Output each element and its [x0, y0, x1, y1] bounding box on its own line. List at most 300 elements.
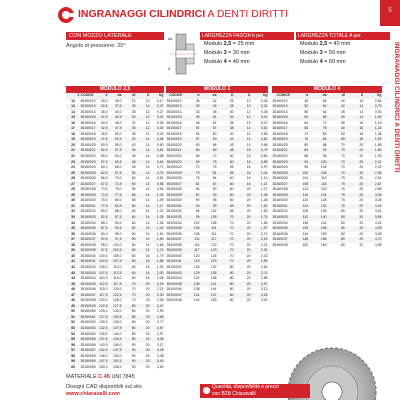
- table-cell: 35150031: [80, 203, 96, 208]
- material-norm: UNI 7845: [111, 374, 135, 380]
- table-cell: 20: [359, 231, 364, 236]
- table-cell: 136: [320, 209, 327, 214]
- table-cell: 35150034: [80, 220, 96, 225]
- table-cell: 70: [131, 287, 136, 292]
- table-cell: 92: [290, 160, 308, 166]
- table-cell: 15: [66, 115, 80, 121]
- table-cell: 40,0: [114, 109, 122, 114]
- table-cell: 35: [66, 226, 80, 232]
- table-cell: 1,68: [374, 142, 382, 147]
- module-word: Modulo: [204, 50, 223, 56]
- table-cell: 40: [122, 137, 136, 143]
- table-cell: 2,07: [260, 231, 268, 236]
- table-cell: 20: [145, 353, 150, 358]
- table-cell: 12: [246, 109, 251, 114]
- table-cell: 35160016: [272, 120, 288, 125]
- table-cell: 56: [71, 342, 75, 347]
- table-cell: 20: [234, 248, 251, 254]
- table-cell: 112: [321, 176, 327, 181]
- table-cell: 20: [345, 237, 363, 243]
- table-cell: 111: [183, 237, 200, 243]
- module-number: 4: [223, 59, 227, 65]
- table-cell: 35150060: [80, 364, 96, 369]
- table-cell: 3,17: [156, 342, 164, 347]
- table-cell: 51: [200, 115, 217, 121]
- table-cell: 152,5: [108, 359, 122, 365]
- table-cell: 35160025: [272, 171, 290, 177]
- table-cell: 80: [131, 309, 136, 314]
- table-cell: 35160030: [272, 198, 288, 203]
- table-cell: 35160026: [272, 176, 288, 181]
- table-cell: 80: [131, 320, 136, 325]
- table-cell: 23: [66, 160, 80, 166]
- table-cell: 14: [136, 193, 150, 199]
- table-cell: 122,5: [108, 293, 122, 299]
- table-cell: 35100020: [166, 142, 182, 147]
- table-cell: 60: [131, 253, 136, 258]
- table-cell: 35150019: [80, 137, 96, 142]
- table-cell: 35160033: [272, 215, 290, 221]
- table-cell: 35: [229, 120, 234, 125]
- table-cell: 92,5: [108, 226, 122, 232]
- table-cell: 0,39: [150, 126, 164, 132]
- table-cell: 55,0: [100, 154, 108, 159]
- table-cell: 105,0: [113, 253, 122, 258]
- table-cell: 42: [327, 104, 345, 110]
- table-cell: 90: [131, 364, 136, 369]
- table-cell: 20: [234, 193, 251, 199]
- table-cell: 1,92: [156, 264, 164, 269]
- table-cell: 16: [234, 160, 251, 166]
- table-cell: 1,27: [260, 187, 268, 192]
- table-cell: 70: [217, 248, 234, 254]
- table-cell: 80: [122, 337, 136, 343]
- table-cell: 102,5: [94, 259, 108, 265]
- table-cell: 55: [217, 171, 234, 177]
- table-cell: 35100034: [166, 220, 182, 225]
- table-cell: 150: [210, 298, 217, 303]
- table-cell: 62,5: [108, 160, 122, 166]
- table-cell: 102,5: [108, 248, 122, 254]
- table-cell: 80: [341, 231, 345, 236]
- table-cell: 3,28: [150, 348, 164, 354]
- table-cell: 2,64: [260, 264, 268, 269]
- table-cell: 48: [212, 109, 217, 114]
- table-cell: 2,15: [251, 237, 268, 243]
- table-cell: 3,85: [364, 215, 382, 221]
- table-cell: 70,0: [114, 176, 122, 181]
- table-cell: 35150018: [80, 131, 96, 136]
- width-value: = 40 mm: [328, 41, 351, 47]
- column-header: d: [183, 93, 200, 99]
- table-cell: 80: [131, 331, 136, 336]
- table-cell: 112,5: [94, 282, 108, 288]
- table-cell: 1,62: [260, 209, 268, 214]
- table-cell: 55: [229, 165, 234, 170]
- table-cell: 87: [200, 182, 217, 188]
- column-header: Kg: [251, 93, 268, 99]
- table-cell: 0,84: [260, 154, 268, 159]
- table-cell: 3,42: [364, 204, 382, 210]
- table-cell: 12: [136, 115, 150, 121]
- table-cell: 140: [290, 226, 308, 232]
- table-cell: 3,12: [260, 287, 268, 292]
- table-cell: 10: [145, 98, 150, 103]
- table-cell: 31: [66, 204, 80, 210]
- table-cell: 60: [217, 193, 234, 199]
- table-cell: 64: [322, 109, 327, 114]
- table-cell: 25: [229, 98, 234, 103]
- face-width-box: [200, 32, 294, 67]
- table-cell: 35150048: [80, 298, 96, 303]
- table-cell: 35150027: [80, 181, 96, 186]
- column-header: d: [290, 93, 308, 99]
- table-cell: 35100046: [166, 287, 182, 292]
- table-cell: 82,5: [94, 215, 108, 221]
- table-cell: 20: [246, 187, 251, 192]
- table-cell: 100,0: [113, 242, 122, 247]
- table-cell: 60: [341, 131, 345, 136]
- table-cell: 70: [229, 231, 234, 236]
- table-cell: 42: [217, 137, 234, 143]
- table-cell: 16: [145, 264, 150, 269]
- table-cell: 14: [136, 226, 150, 232]
- table-cell: 120: [210, 242, 217, 247]
- table-cell: 84: [212, 176, 217, 181]
- table-cell: 14: [136, 148, 150, 154]
- table-cell: 45,0: [100, 131, 108, 136]
- table-cell: 35150053: [80, 325, 96, 330]
- table-cell: 35100038: [166, 242, 182, 247]
- table-cell: 20: [246, 231, 251, 236]
- table-row: [66, 115, 164, 121]
- table-cell: 95,0: [100, 242, 108, 247]
- table-cell: 32: [217, 115, 234, 121]
- table-cell: 41: [66, 259, 80, 265]
- table-cell: 35150023: [80, 159, 96, 164]
- table-cell: 70,0: [100, 187, 108, 192]
- table-cell: 36: [195, 98, 200, 103]
- svg-text:d: d: [168, 66, 171, 71]
- table-cell: 18: [71, 131, 75, 136]
- column-header: Kg: [150, 93, 164, 99]
- table-cell: 12: [246, 98, 251, 103]
- page-number: 5: [380, 0, 400, 26]
- table-cell: 90: [122, 348, 136, 354]
- table-cell: 0,17: [156, 98, 164, 103]
- table-cell: 115,0: [99, 287, 108, 292]
- table-cell: 80: [229, 287, 234, 292]
- table-cell: 35150037: [80, 237, 96, 242]
- table-cell: 99: [200, 204, 217, 210]
- table-cell: 72: [304, 131, 309, 136]
- table-cell: 85,0: [100, 220, 108, 225]
- table-cell: 16: [145, 253, 150, 258]
- table-cell: 2,15: [150, 282, 164, 288]
- table-cell: 35100036: [166, 231, 182, 236]
- table-cell: 100: [290, 171, 308, 177]
- table-cell: 20: [136, 348, 150, 354]
- table-cell: 60: [131, 242, 136, 247]
- table-cell: 4,25: [364, 226, 382, 232]
- table-cell: 0,32: [251, 104, 268, 110]
- table-cell: 45: [200, 104, 217, 110]
- column-header: CODICE: [80, 93, 94, 97]
- table-cell: 0,94: [156, 187, 164, 192]
- table-cell: 108: [193, 231, 200, 236]
- table-cell: 63: [183, 148, 200, 154]
- table-cell: 35100014: [166, 109, 182, 114]
- table-cell: 2,00: [150, 271, 164, 277]
- table-cell: 148: [290, 237, 308, 243]
- table-cell: 70: [327, 148, 345, 154]
- table-row: [66, 287, 164, 293]
- table-cell: 135: [183, 282, 200, 288]
- table-cell: 14: [234, 137, 251, 143]
- table-cell: 26: [71, 176, 75, 181]
- table-cell: 3,49: [150, 359, 164, 365]
- table-cell: 88: [304, 154, 309, 159]
- table-cell: 35150044: [80, 276, 96, 281]
- table-cell: 87,5: [94, 226, 108, 232]
- table-cell: 137,5: [108, 326, 122, 332]
- table-cell: 39: [66, 248, 80, 254]
- table-cell: 102: [210, 209, 217, 214]
- table-cell: 114: [211, 231, 217, 236]
- table-cell: 40: [229, 131, 234, 136]
- module-3-table: [166, 86, 268, 304]
- table-cell: 14: [136, 160, 150, 166]
- table-cell: 35100029: [166, 192, 182, 197]
- table-cell: 129: [183, 271, 200, 277]
- table-cell: 20: [136, 315, 150, 321]
- table-cell: 52,5: [94, 148, 108, 154]
- table-cell: 28: [217, 104, 234, 110]
- table-cell: 35100012: [166, 98, 182, 103]
- table-cell: 45: [131, 154, 136, 159]
- table-cell: 117: [183, 248, 200, 254]
- table-cell: 17: [66, 126, 80, 132]
- table-cell: 55: [122, 193, 136, 199]
- table-cell: 92: [309, 148, 327, 154]
- table-cell: 2,22: [374, 165, 382, 170]
- table-cell: 20: [234, 215, 251, 221]
- module-word: Modulo: [204, 59, 223, 65]
- table-cell: 92,5: [94, 237, 108, 243]
- table-cell: 82,5: [108, 204, 122, 210]
- table-cell: 155,0: [113, 364, 122, 369]
- table-cell: 35150040: [80, 253, 96, 258]
- table-cell: 40,0: [100, 120, 108, 125]
- table-cell: 1,90: [374, 154, 382, 159]
- table-cell: 60: [229, 198, 234, 203]
- table-cell: 35100045: [166, 281, 182, 286]
- table-cell: 20: [246, 287, 251, 292]
- page-header: [0, 0, 400, 26]
- table-cell: 120: [302, 198, 309, 203]
- table-cell: 0,35: [156, 120, 164, 125]
- table-cell: 20: [234, 293, 251, 299]
- table-cell: 35150020: [80, 142, 96, 147]
- table-cell: 112,5: [108, 271, 122, 277]
- total-width-box: [296, 32, 390, 67]
- table-cell: 100,0: [99, 253, 108, 258]
- total-width-title: LARGHEZZA TOTALE A per: [296, 32, 390, 40]
- module-number: 2,5: [319, 41, 328, 47]
- table-cell: 35150056: [80, 342, 96, 347]
- table-cell: 35160029: [272, 193, 290, 199]
- table-cell: 75,0: [100, 198, 108, 203]
- table-cell: 4,72: [364, 237, 382, 243]
- table-cell: 0,97: [260, 165, 268, 170]
- cad-link[interactable]: www.chiaravalli.com: [66, 391, 120, 397]
- table-cell: 50,0: [100, 142, 108, 147]
- table-cell: 35100021: [166, 148, 182, 153]
- table-cell: 20: [345, 226, 363, 232]
- table-cell: 35100048: [166, 298, 182, 303]
- table-cell: 35100028: [166, 187, 182, 192]
- table-cell: 147,5: [94, 359, 108, 365]
- table-cell: 35150032: [80, 209, 96, 214]
- table-cell: 80,0: [100, 209, 108, 214]
- table-cell: 50,0: [114, 131, 122, 136]
- table-cell: 57,5: [94, 160, 108, 166]
- table-cell: 132: [210, 264, 217, 269]
- table-row: [166, 298, 268, 304]
- table-cell: 20: [145, 309, 150, 314]
- table-cell: 0,81: [156, 176, 164, 181]
- table-cell: 1,75: [251, 215, 268, 221]
- table-cell: 152: [320, 231, 327, 236]
- table-cell: 78: [212, 165, 217, 170]
- table-cell: 15: [246, 154, 251, 159]
- table-cell: 20: [359, 165, 364, 170]
- table-cell: 67,5: [94, 182, 108, 188]
- table-cell: 35100026: [166, 176, 182, 181]
- table-cell: 80: [304, 142, 309, 147]
- table-cell: 124: [290, 204, 308, 210]
- table-cell: 144: [210, 287, 217, 292]
- table-cell: 2,85: [374, 187, 382, 192]
- table-cell: 35160035: [272, 226, 290, 232]
- table-cell: 54: [71, 331, 75, 336]
- table-cell: 35150057: [80, 348, 96, 353]
- table-cell: 2,22: [156, 287, 164, 292]
- table-cell: 43: [66, 271, 80, 277]
- table-cell: 80: [217, 271, 234, 277]
- table-cell: 35100023: [166, 159, 182, 164]
- module-header-row: [166, 86, 268, 93]
- table-cell: 125,0: [113, 298, 122, 303]
- table-cell: 20: [145, 298, 150, 303]
- table-cell: 3,38: [156, 353, 164, 358]
- table-cell: 90: [131, 353, 136, 358]
- table-cell: 20: [234, 226, 251, 232]
- table-cell: 1,51: [251, 204, 268, 210]
- table-cell: 80: [327, 226, 345, 232]
- table-cell: 55: [341, 120, 345, 125]
- table-cell: 51: [183, 126, 200, 132]
- table-cell: 70: [341, 142, 345, 147]
- table-cell: 70: [217, 259, 234, 265]
- table-cell: 72: [195, 165, 200, 170]
- face-width-title: LARGHEZZA FASCIA b per: [200, 32, 294, 40]
- table-cell: 132: [309, 204, 327, 210]
- table-cell: 156: [309, 237, 327, 243]
- table-cell: 0,31: [150, 115, 164, 121]
- b2b-banner[interactable]: [200, 384, 310, 398]
- table-cell: 60,0: [114, 154, 122, 159]
- table-cell: 45: [66, 282, 80, 288]
- table-cell: 117,5: [108, 282, 122, 288]
- table-cell: 76: [309, 126, 327, 132]
- table-cell: 60: [122, 248, 136, 254]
- table-cell: 35100041: [166, 259, 182, 264]
- table-cell: 60: [122, 271, 136, 277]
- table-cell: 20: [246, 242, 251, 247]
- table-cell: 47,5: [94, 137, 108, 143]
- table-cell: 2,67: [364, 182, 382, 188]
- table-cell: 20: [359, 242, 364, 247]
- table-cell: 127,5: [108, 304, 122, 310]
- table-cell: 123: [183, 259, 200, 265]
- table-cell: 35100016: [166, 120, 182, 125]
- table-cell: 60: [122, 237, 136, 243]
- table-cell: 90: [195, 198, 200, 203]
- table-cell: 2,01: [364, 160, 382, 166]
- table-cell: 45: [122, 148, 136, 154]
- table-cell: 70: [217, 237, 234, 243]
- table-cell: 16: [246, 176, 251, 181]
- table-cell: 35160019: [272, 137, 290, 143]
- table-cell: 2,59: [156, 309, 164, 314]
- table-cell: 62,5: [94, 171, 108, 177]
- table-cell: 1,04: [251, 171, 268, 177]
- table-cell: 1,22: [156, 209, 164, 214]
- table-cell: 35150033: [80, 215, 96, 220]
- table-cell: 127,5: [94, 315, 108, 321]
- table-cell: 35150042: [80, 264, 96, 269]
- table-cell: 13: [66, 104, 80, 110]
- table-cell: 102: [193, 220, 200, 225]
- column-header: Z: [66, 93, 80, 99]
- table-cell: 65: [229, 209, 234, 214]
- table-cell: 144: [302, 231, 309, 236]
- table-cell: 115,0: [113, 276, 122, 281]
- table-cell: 0,89: [251, 160, 268, 166]
- table-cell: 116: [290, 193, 308, 199]
- table-cell: 42: [212, 98, 217, 103]
- table-cell: 45: [341, 109, 345, 114]
- table-cell: 64: [304, 120, 309, 125]
- table-cell: 136: [302, 220, 309, 225]
- table-cell: 55: [66, 337, 80, 343]
- table-cell: 35160018: [272, 131, 288, 136]
- table-cell: 40: [341, 98, 345, 103]
- table-cell: 45: [183, 115, 200, 121]
- table-row: [66, 176, 164, 182]
- table-cell: 20: [71, 142, 75, 147]
- table-row: [66, 165, 164, 171]
- table-cell: 35100024: [166, 165, 182, 170]
- table-cell: 147: [200, 293, 217, 299]
- table-cell: 1,02: [150, 193, 164, 199]
- table-cell: 0,75: [251, 148, 268, 154]
- table-cell: 1,53: [364, 137, 382, 143]
- table-cell: 35150016: [80, 120, 96, 125]
- table-cell: 20: [345, 160, 363, 166]
- table-cell: 14: [345, 115, 363, 121]
